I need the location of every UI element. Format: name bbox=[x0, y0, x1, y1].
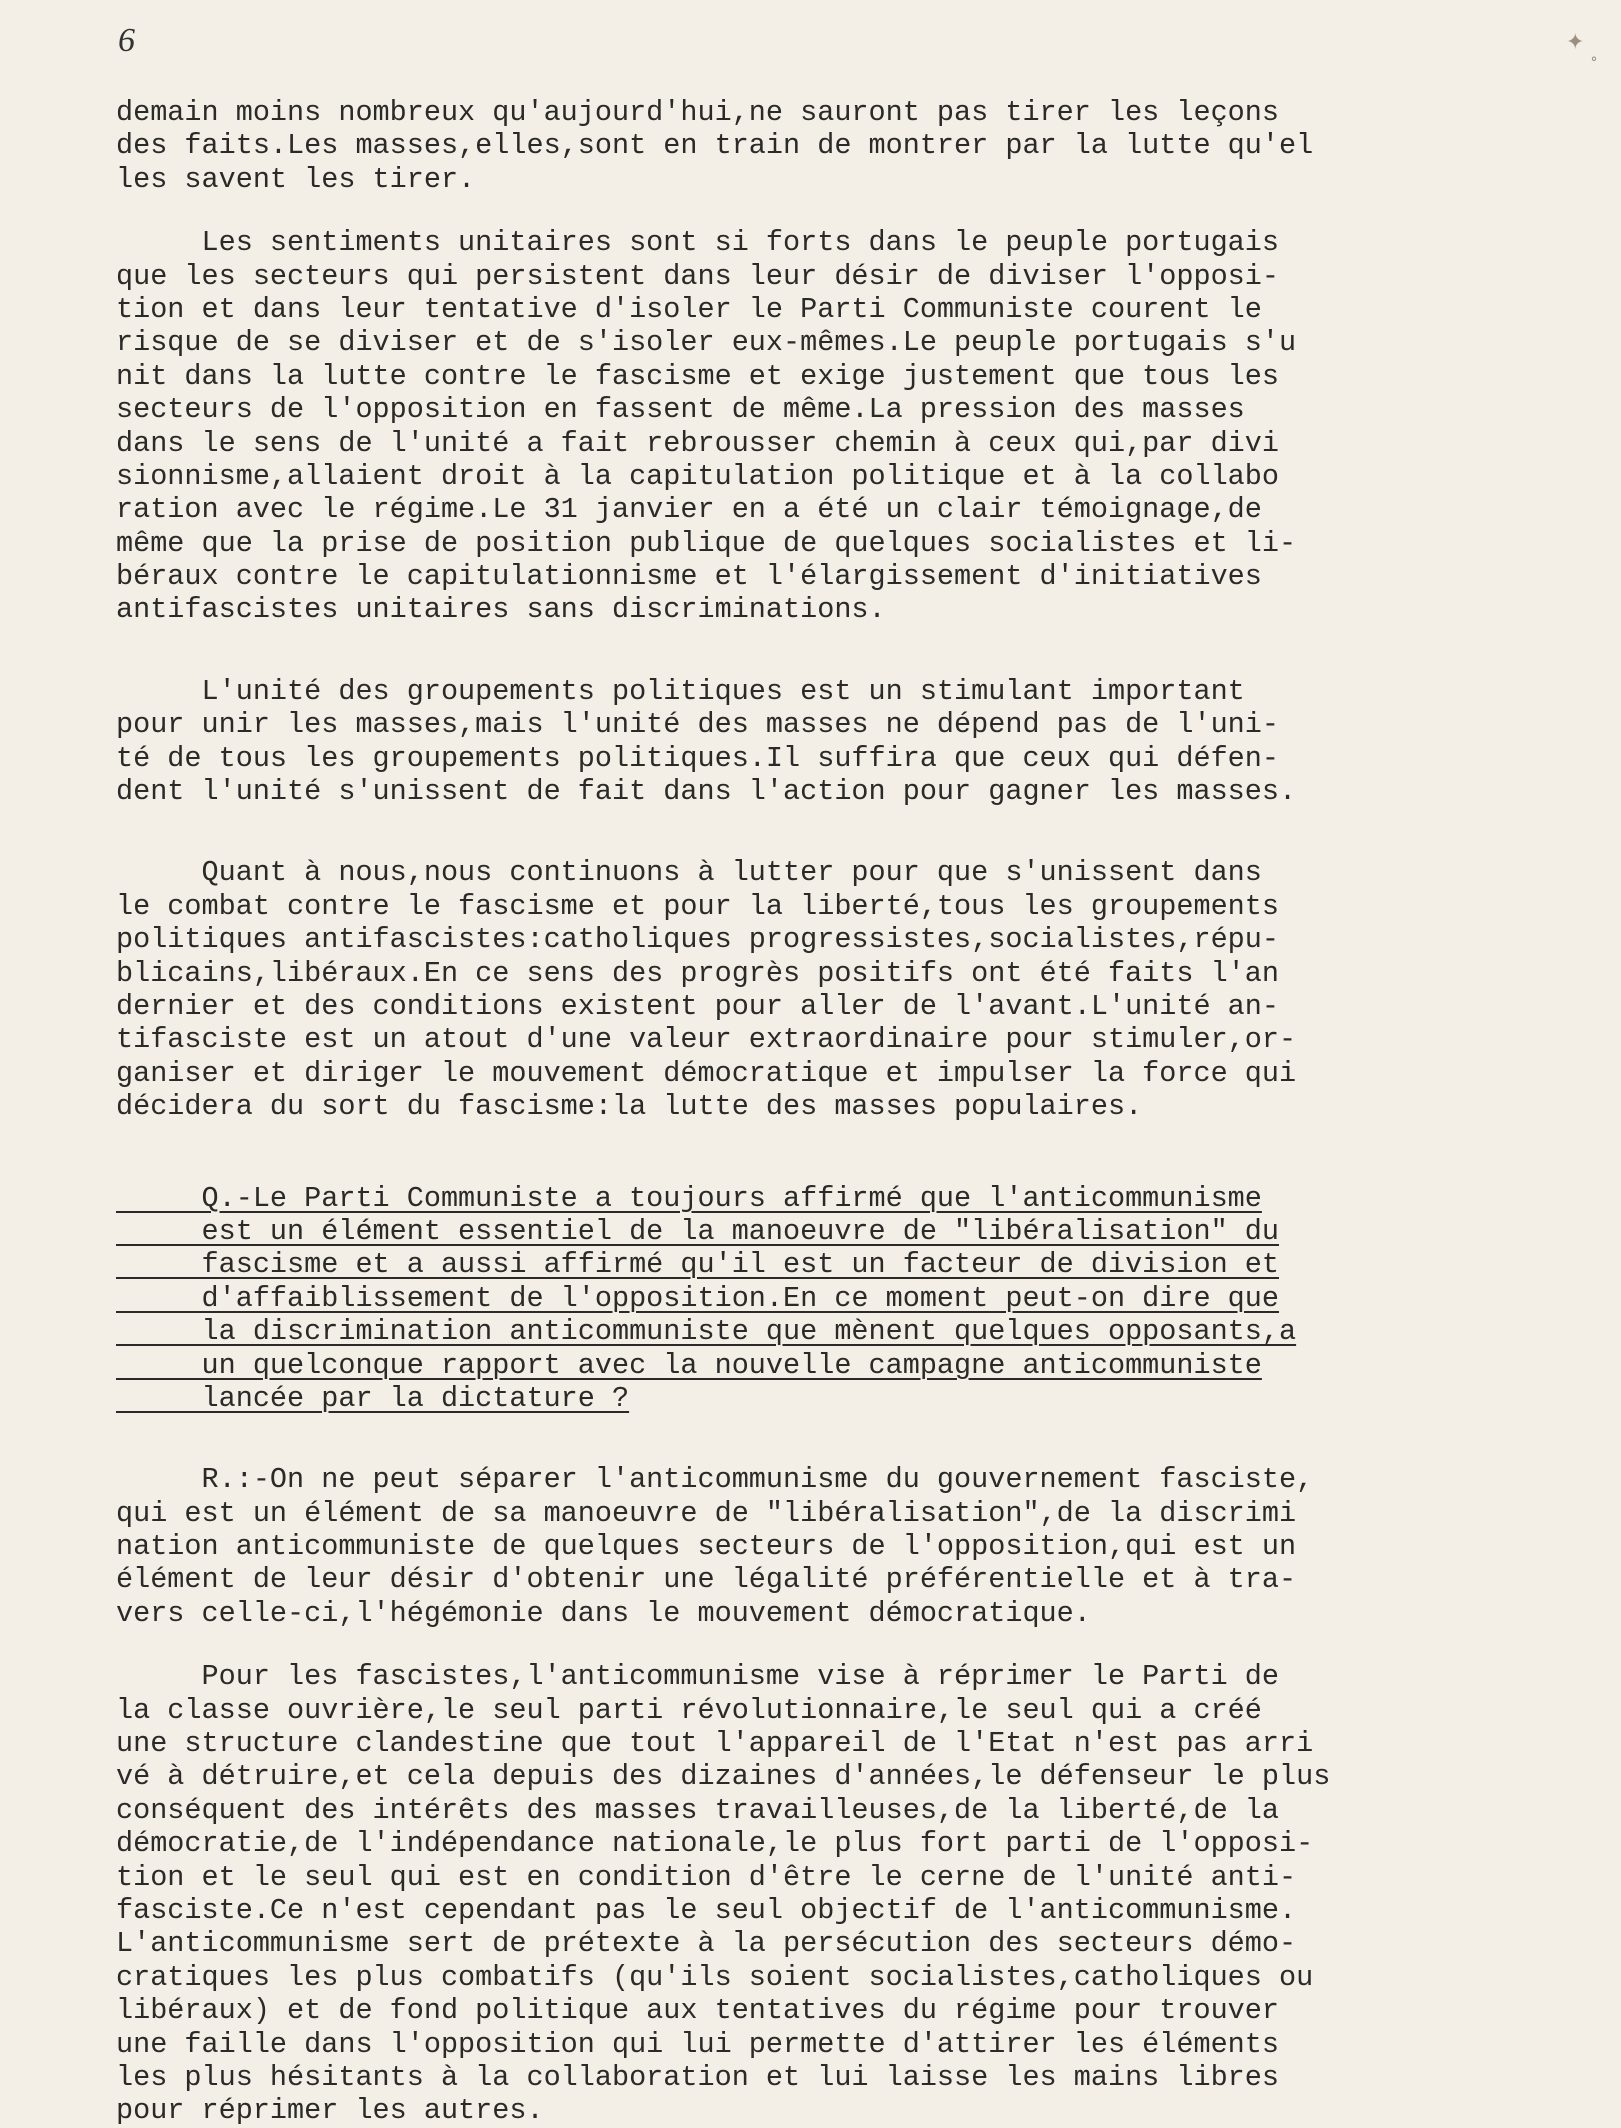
text-line: L'anticommunisme sert de prétexte à la persécution des secteurs démo- bbox=[116, 1927, 1297, 1961]
text-line: antifascistes unitaires sans discriminations. bbox=[116, 593, 886, 627]
paragraph-gap bbox=[116, 808, 1536, 856]
paragraph-gap bbox=[116, 1124, 1536, 1182]
text-line: Pour les fascistes,l'anticommunisme vise à réprimer le Parti de bbox=[116, 1660, 1279, 1694]
paragraph-gap bbox=[116, 1415, 1536, 1463]
paragraph bbox=[116, 675, 1536, 809]
text-line: une structure clandestine que tout l'appareil de l'Etat n'est pas arri bbox=[116, 1727, 1314, 1761]
text-line: ration avec le régime.Le 31 janvier en a été un clair témoignage,de bbox=[116, 493, 1262, 527]
text-line: même que la prise de position publique de quelques socialistes et li- bbox=[116, 526, 1297, 560]
typed-body-text bbox=[116, 96, 1536, 2128]
paragraph bbox=[116, 96, 1536, 196]
paragraph bbox=[116, 856, 1536, 1123]
text-line: pour unir les masses,mais l'unité des masses ne dépend pas de l'uni- bbox=[116, 708, 1279, 742]
text-line: tion et le seul qui est en condition d'être le cerne de l'unité anti- bbox=[116, 1860, 1297, 1894]
text-line: la discrimination anticommuniste que mènent quelques opposants,a bbox=[116, 1315, 1297, 1349]
text-line: tion et dans leur tentative d'isoler le Parti Communiste courent le bbox=[116, 292, 1262, 326]
text-line: dent l'unité s'unissent de fait dans l'action pour gagner les masses. bbox=[116, 775, 1297, 809]
text-line: Quant à nous,nous continuons à lutter pour que s'unissent dans bbox=[116, 856, 1262, 890]
text-line: Q.-Le Parti Communiste a toujours affirmé que l'anticommunisme bbox=[116, 1181, 1262, 1215]
text-line: secteurs de l'opposition en fassent de même.La pression des masses bbox=[116, 393, 1245, 427]
text-line: libéraux) et de fond politique aux tentatives du régime pour trouver bbox=[116, 1994, 1279, 2028]
text-line: dans le sens de l'unité a fait rebrousser chemin à ceux qui,par divi bbox=[116, 426, 1279, 460]
text-line: politiques antifascistes:catholiques progressistes,socialistes,répu- bbox=[116, 923, 1279, 957]
text-line: nit dans la lutte contre le fascisme et exige justement que tous les bbox=[116, 359, 1279, 393]
paragraph-gap bbox=[116, 196, 1536, 226]
text-line: le combat contre le fascisme et pour la liberté,tous les groupements bbox=[116, 889, 1279, 923]
text-line: les plus hésitants à la collaboration et lui laisse les mains libres bbox=[116, 2060, 1279, 2094]
text-line: L'unité des groupements politiques est un stimulant important bbox=[116, 674, 1245, 708]
text-line: élément de leur désir d'obtenir une légalité préférentielle et à tra- bbox=[116, 1563, 1297, 1597]
text-line: d'affaiblissement de l'opposition.En ce moment peut-on dire que bbox=[116, 1281, 1279, 1315]
text-line: risque de se diviser et de s'isoler eux-mêmes.Le peuple portugais s'u bbox=[116, 326, 1297, 360]
text-line: béraux contre le capitulationnisme et l'élargissement d'initiatives bbox=[116, 560, 1262, 594]
paragraph-gap bbox=[116, 627, 1536, 675]
text-line: conséquent des intérêts des masses travailleuses,de la liberté,de la bbox=[116, 1793, 1279, 1827]
text-line: demain moins nombreux qu'aujourd'hui,ne sauront pas tirer les leçons bbox=[116, 96, 1279, 129]
text-line: des faits.Les masses,elles,sont en train de montrer par la lutte qu'el bbox=[116, 129, 1314, 163]
text-line: vers celle-ci,l'hégémonie dans le mouvement démocratique. bbox=[116, 1596, 1091, 1630]
page-number: 6 bbox=[118, 22, 135, 59]
text-line: vé à détruire,et cela depuis des dizaines d'années,le défenseur le plus bbox=[116, 1760, 1331, 1794]
text-line: les savent les tirer. bbox=[116, 162, 476, 196]
text-line: que les secteurs qui persistent dans leur désir de diviser l'opposi- bbox=[116, 259, 1279, 293]
text-line: est un élément essentiel de la manoeuvre de "libéralisation" du bbox=[116, 1214, 1279, 1248]
paragraph bbox=[116, 1463, 1536, 1630]
text-line: dernier et des conditions existent pour aller de l'avant.L'unité an- bbox=[116, 989, 1279, 1023]
text-line: tifasciste est un atout d'une valeur extraordinaire pour stimuler,or- bbox=[116, 1023, 1297, 1057]
text-line: décidera du sort du fascisme:la lutte des masses populaires. bbox=[116, 1090, 1143, 1124]
text-line: fascisme et a aussi affirmé qu'il est un facteur de division et bbox=[116, 1248, 1279, 1282]
text-line: ganiser et diriger le mouvement démocratique et impulser la force qui bbox=[116, 1056, 1297, 1090]
paragraph-gap bbox=[116, 1630, 1536, 1660]
text-line: qui est un élément de sa manoeuvre de "libéralisation",de la discrimi bbox=[116, 1496, 1297, 1530]
text-line: une faille dans l'opposition qui lui permette d'attirer les éléments bbox=[116, 2027, 1279, 2061]
text-line: pour réprimer les autres. bbox=[116, 2094, 544, 2128]
text-line: R.:-On ne peut séparer l'anticommunisme du gouvernement fasciste, bbox=[116, 1463, 1314, 1497]
paragraph bbox=[116, 1660, 1536, 2127]
text-line: Les sentiments unitaires sont si forts dans le peuple portugais bbox=[116, 226, 1279, 260]
text-line: nation anticommuniste de quelques secteurs de l'opposition,qui est un bbox=[116, 1530, 1297, 1564]
text-line: lancée par la dictature ? bbox=[116, 1381, 630, 1415]
paragraph bbox=[116, 226, 1536, 627]
text-line: un quelconque rapport avec la nouvelle campagne anticommuniste bbox=[116, 1348, 1262, 1382]
text-line: la classe ouvrière,le seul parti révolutionnaire,le seul qui a créé bbox=[116, 1693, 1262, 1727]
margin-mark-icon: ˚ bbox=[1590, 56, 1598, 75]
text-line: té de tous les groupements politiques.Il suffira que ceux qui défen- bbox=[116, 741, 1279, 775]
text-line: sionnisme,allaient droit à la capitulation politique et à la collabo bbox=[116, 459, 1279, 493]
question-paragraph bbox=[116, 1182, 1536, 1416]
text-line: blicains,libéraux.En ce sens des progrès positifs ont été faits l'an bbox=[116, 956, 1279, 990]
text-line: démocratie,de l'indépendance nationale,le plus fort parti de l'opposi- bbox=[116, 1827, 1314, 1861]
margin-mark-icon: ✦ bbox=[1566, 30, 1585, 55]
text-line: cratiques les plus combatifs (qu'ils soient socialistes,catholiques ou bbox=[116, 1960, 1314, 1994]
text-line: fasciste.Ce n'est cependant pas le seul objectif de l'anticommunisme. bbox=[116, 1893, 1297, 1927]
